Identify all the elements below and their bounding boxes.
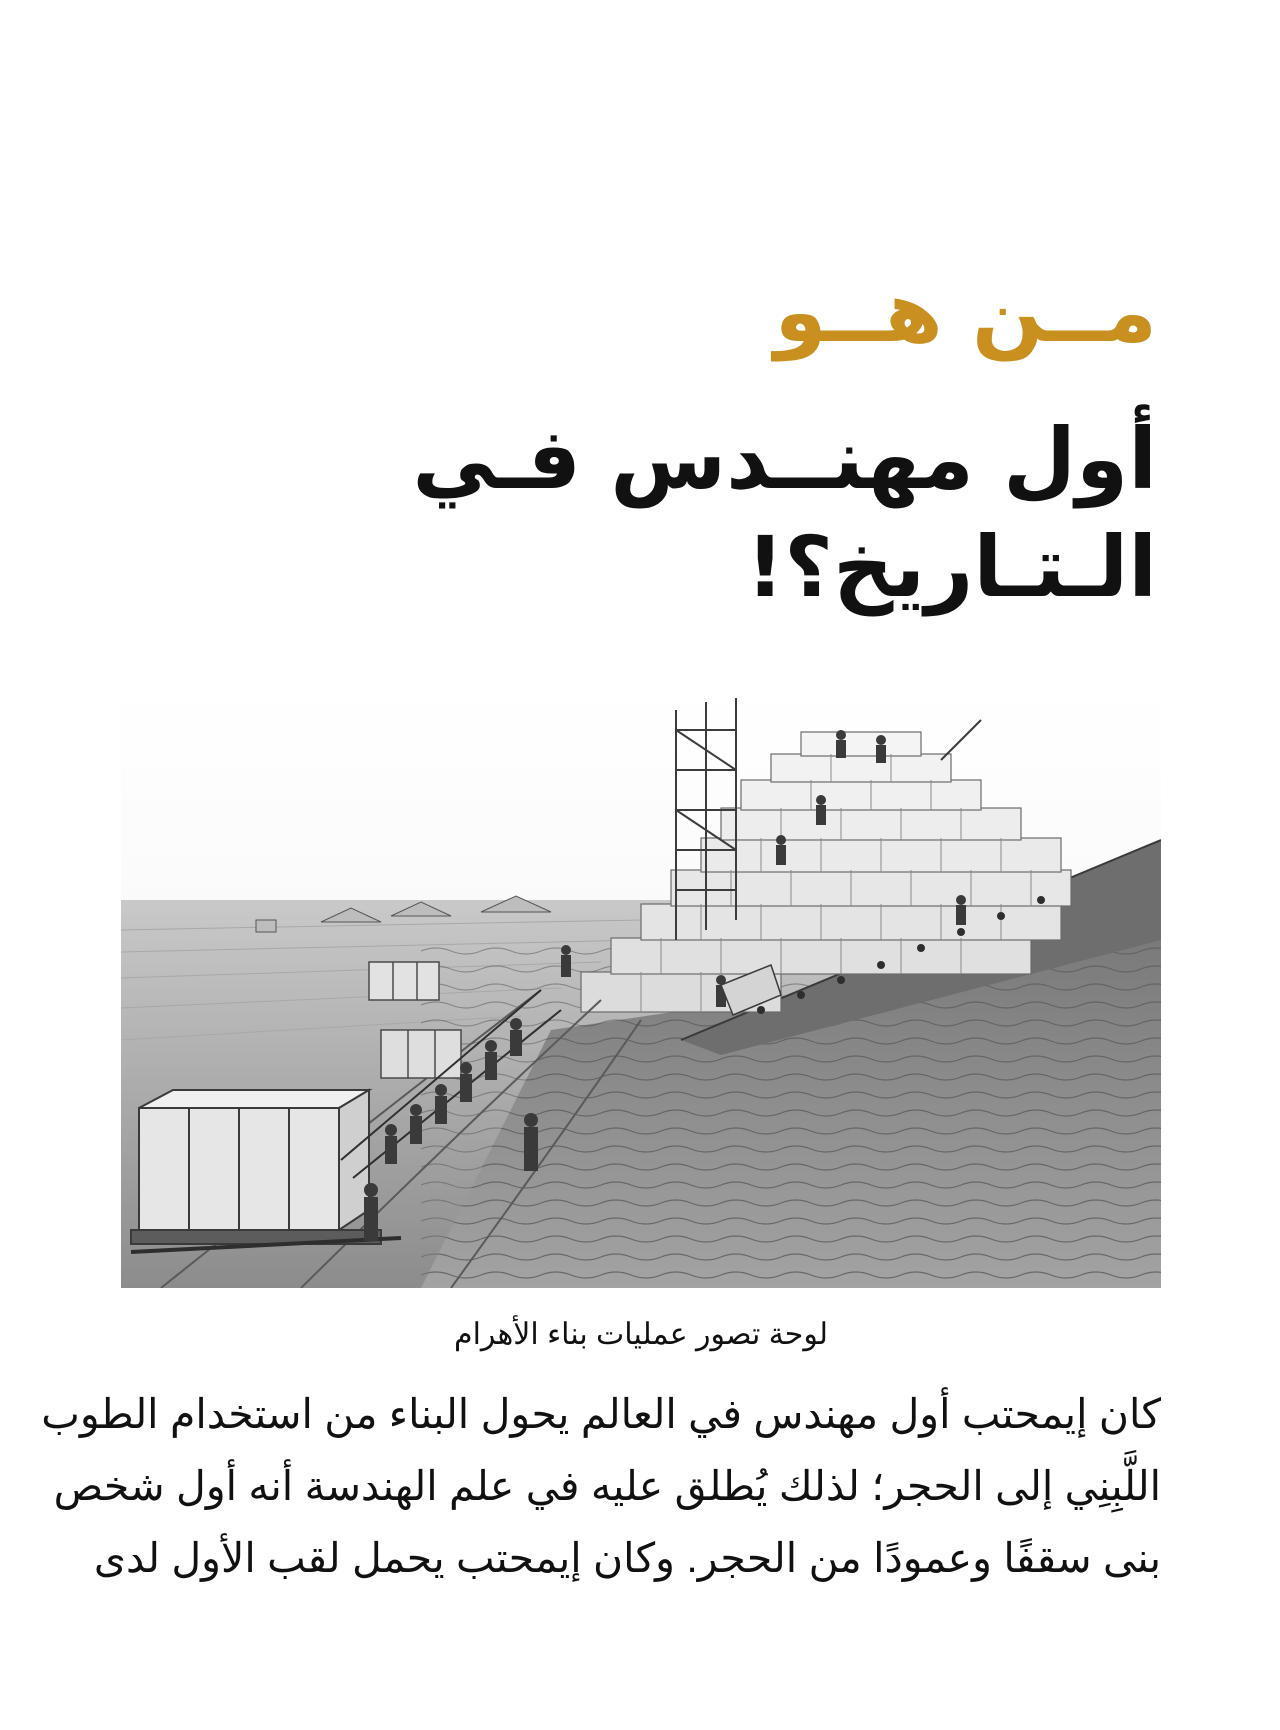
figure-caption: لوحة تصور عمليات بناء الأهرام bbox=[454, 1318, 828, 1351]
pyramid-construction-illustration bbox=[121, 690, 1161, 1288]
article-title bbox=[397, 405, 1157, 621]
heading-kicker: مــن هــو bbox=[774, 263, 1157, 361]
article-title-line-1: أول مهنــدس فـي bbox=[412, 410, 1157, 508]
body-line-2: اللَّبِنِي إلى الحجر؛ لذلك يُطلق عليه في علم الهندسة أنه أول شخص bbox=[53, 1463, 1161, 1509]
pyramid-illustration-svg bbox=[121, 690, 1161, 1288]
article-title-line-2: الـتـاريخ؟! bbox=[745, 518, 1157, 616]
body-line-3: بنى سقفًا وعمودًا من الحجر. وكان إيمحتب يحمل لقب الأول لدى bbox=[93, 1535, 1161, 1581]
article-body bbox=[41, 1378, 1161, 1594]
body-line-1: كان إيمحتب أول مهندس في العالم يحول البناء من استخدام الطوب bbox=[41, 1391, 1161, 1437]
